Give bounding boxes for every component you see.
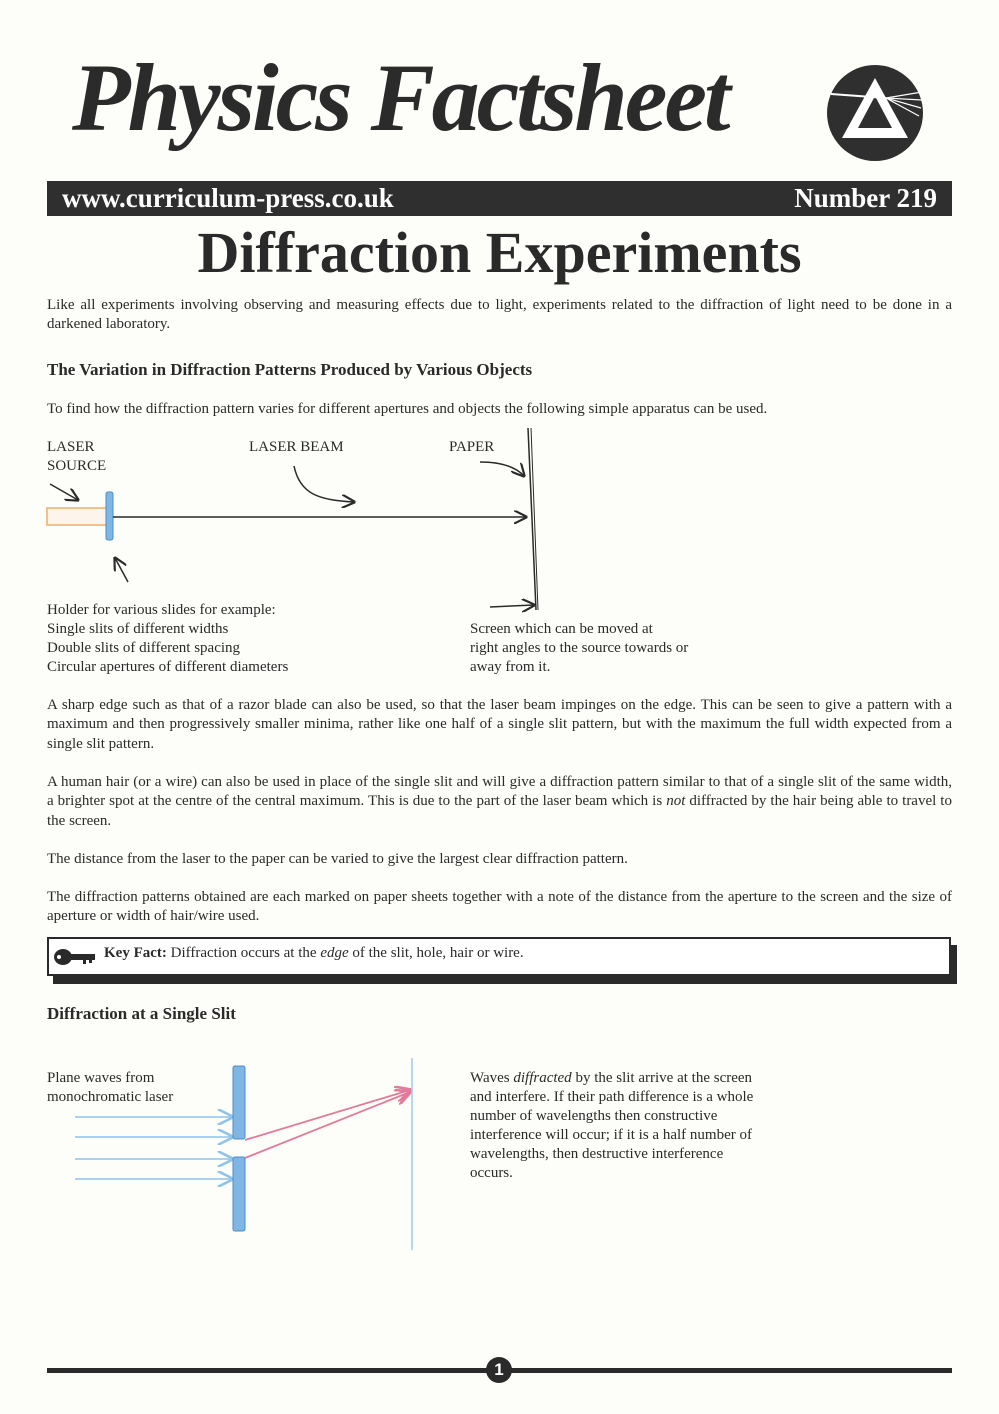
label-paper: PAPER bbox=[449, 439, 495, 455]
holder-caption-3: Double slits of different spacing bbox=[47, 640, 241, 656]
marked-paragraph: The diffraction patterns obtained are each marked on paper sheets together with a note of the distance from the aperture to the screen and the size of aperture or width of hair/wire used. bbox=[47, 889, 952, 925]
diffracted-ray-lower bbox=[245, 1092, 410, 1158]
distance-paragraph: The distance from the laser to the paper can be varied to give the largest clear diffraction pattern. bbox=[47, 851, 628, 867]
slit-lower-barrier bbox=[233, 1157, 245, 1231]
plane-waves-label-1: Plane waves from bbox=[47, 1070, 155, 1086]
hair-paragraph: A human hair (or a wire) can also be used in place of the single slit and will give a diffraction pattern similar to that of a single slit of the same width, a brighter spot at the centre of the central maximum. This is due to the part of the laser beam which is not diffracted by the hair being able to travel to the screen. bbox=[47, 774, 952, 829]
screen-caption-3: away from it. bbox=[470, 659, 551, 675]
waves-caption-1: Waves diffracted by the slit arrive at the screen bbox=[470, 1070, 753, 1086]
section-heading-single-slit: Diffraction at a Single Slit bbox=[47, 1004, 236, 1023]
issue-number: Number 219 bbox=[794, 183, 937, 213]
screen-caption-1: Screen which can be moved at bbox=[470, 621, 653, 637]
holder-caption-4: Circular apertures of different diameters bbox=[47, 659, 289, 675]
label-laser: LASER bbox=[47, 439, 95, 455]
label-source: SOURCE bbox=[47, 458, 107, 474]
plane-waves-label-2: monochromatic laser bbox=[47, 1089, 174, 1105]
holder-caption-1: Holder for various slides for example: bbox=[47, 602, 276, 618]
screen-caption-2: right angles to the source towards or bbox=[470, 640, 689, 656]
label-laser-beam: LASER BEAM bbox=[249, 439, 344, 455]
waves-caption-6: occurs. bbox=[470, 1165, 513, 1181]
section-heading-variation: The Variation in Diffraction Patterns Produced by Various Objects bbox=[47, 360, 533, 379]
waves-caption-5: wavelengths, then destructive interference bbox=[470, 1146, 724, 1162]
key-fact-text: Key Fact: Diffraction occurs at the edge of the slit, hole, hair or wire. bbox=[104, 945, 524, 961]
waves-caption-3: number of wavelengths then constructive bbox=[470, 1108, 718, 1124]
masthead-title: Physics Factsheet bbox=[72, 44, 728, 151]
slit-upper-barrier bbox=[233, 1066, 245, 1139]
apparatus-lead: To find how the diffraction pattern varies for different apertures and objects the following simple apparatus can be used. bbox=[47, 401, 768, 417]
sharp-edge-paragraph: A sharp edge such as that of a razor blade can also be used, so that the laser beam impinges on the edge. This can be seen to give a pattern with a maximum and then progressively smaller minima, rather like one half of a single slit pattern, but with the maximum the full width expected from a single slit pattern. bbox=[47, 697, 952, 752]
waves-caption-2: and interfere. If their path difference is a whole bbox=[470, 1089, 754, 1105]
intro-paragraph: Like all experiments involving observing and measuring effects due to light, experiments related to the diffraction of light need to be done in a darkened laboratory. bbox=[47, 297, 952, 333]
page-title: Diffraction Experiments bbox=[197, 220, 802, 285]
holder-caption-2: Single slits of different widths bbox=[47, 621, 229, 637]
page-number: 1 bbox=[486, 1357, 512, 1383]
diffracted-ray-upper bbox=[245, 1090, 410, 1140]
waves-caption-4: interference will occur; if it is a half number of bbox=[470, 1127, 752, 1143]
website-url[interactable]: www.curriculum-press.co.uk bbox=[62, 183, 394, 213]
